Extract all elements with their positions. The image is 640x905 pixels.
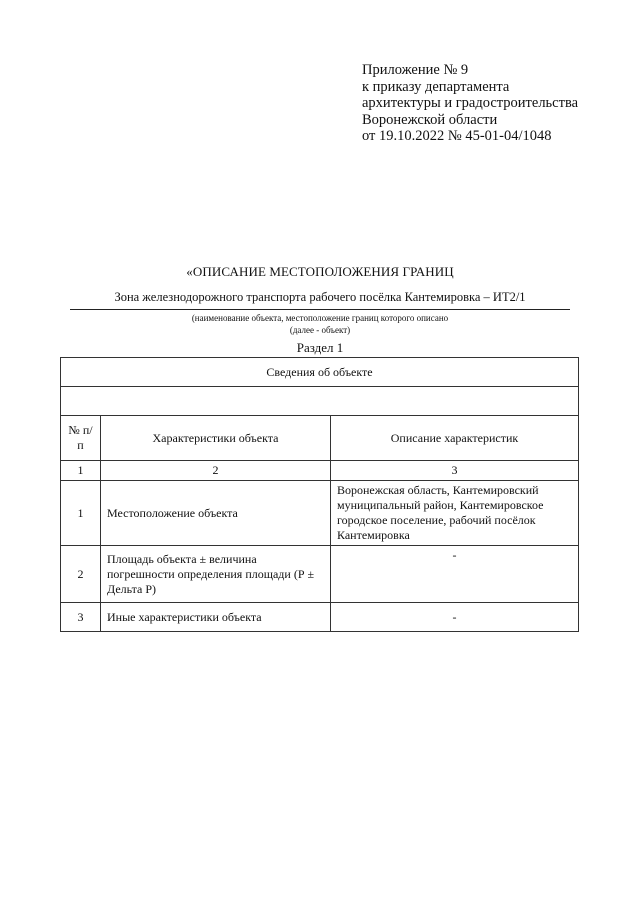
- row-number: 2: [61, 546, 101, 603]
- object-note-continued: (далее - объект): [289, 325, 351, 335]
- section-title: Раздел 1: [296, 340, 344, 355]
- document-title: «ОПИСАНИЕ МЕСТОПОЛОЖЕНИЯ ГРАНИЦ: [186, 264, 454, 279]
- column-number: 1: [61, 461, 101, 481]
- object-note: (наименование объекта, местоположение границ которого описано: [191, 313, 449, 323]
- appendix-line: Приложение № 9: [362, 62, 469, 78]
- object-name: Зона железнодорожного транспорта рабочего посёлка Кантемировка – ИТ2/1: [114, 290, 526, 304]
- table-blank-row: [61, 387, 579, 416]
- object-name-underline: [70, 309, 570, 310]
- appendix-line: архитектуры и градостроительства: [362, 95, 579, 111]
- column-header-number: № п/п: [61, 416, 101, 461]
- row-characteristic: Иные характеристики объекта: [101, 603, 331, 632]
- row-number: 1: [61, 481, 101, 546]
- row-description: -: [331, 603, 579, 632]
- table-header-row: [61, 358, 579, 387]
- row-characteristic: Местоположение объекта: [101, 481, 331, 546]
- row-description: -: [331, 546, 579, 603]
- column-header-characteristics: Характеристики объекта: [101, 416, 331, 461]
- object-info-table: [60, 357, 579, 632]
- appendix-line: Воронежской области: [362, 111, 498, 128]
- table-row: [61, 481, 579, 546]
- appendix-block: [362, 62, 578, 145]
- row-characteristic: Площадь объекта ± величина погрешности определения площади (Р ± Дельта Р): [101, 546, 331, 603]
- column-header-description: Описание характеристик: [331, 416, 579, 461]
- column-header-row: [61, 416, 579, 461]
- row-number: 3: [61, 603, 101, 632]
- column-number: 2: [101, 461, 331, 481]
- row-description: Воронежская область, Кантемировский муниципальный район, Кантемировское городское поселение, рабочий посёлок Кантемировка: [331, 481, 579, 546]
- table-row: [61, 546, 579, 603]
- table-header: Сведения об объекте: [61, 358, 579, 387]
- table-row: [61, 603, 579, 632]
- column-number-row: [61, 461, 579, 481]
- appendix-line: от 19.10.2022 № 45-01-04/1048: [362, 128, 552, 144]
- column-number: 3: [331, 461, 579, 481]
- table-blank-cell: [61, 387, 579, 416]
- appendix-line: к приказу департамента: [362, 78, 510, 95]
